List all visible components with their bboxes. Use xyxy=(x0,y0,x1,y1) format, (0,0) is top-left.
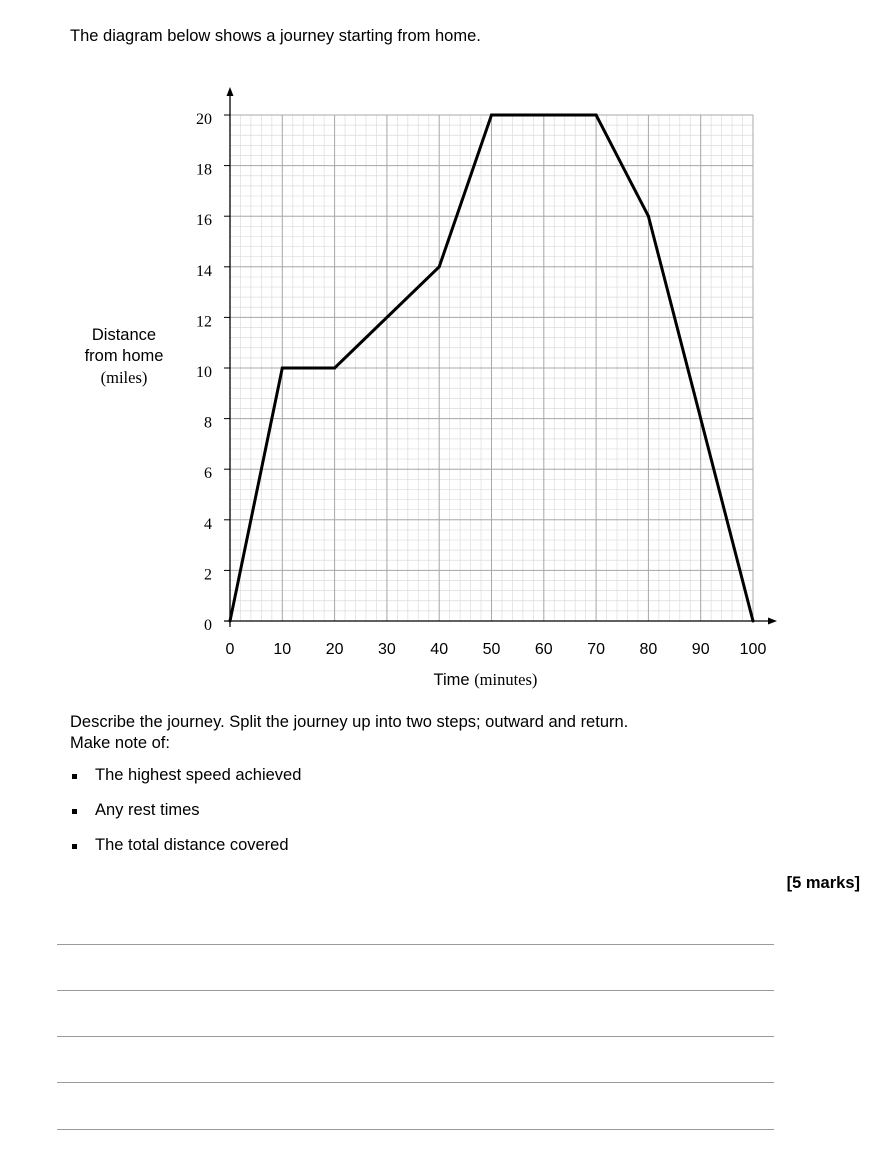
journey-data-point xyxy=(595,114,598,117)
x-tick-label: 50 xyxy=(482,641,501,658)
x-axis-label xyxy=(434,670,538,689)
y-tick-label: 4 xyxy=(204,515,212,533)
x-axis-label-units: (minutes) xyxy=(474,670,538,689)
x-tick-label: 90 xyxy=(691,641,710,658)
x-tick-label: 10 xyxy=(273,641,292,658)
x-axis-arrow xyxy=(768,618,777,625)
y-tick-label: 20 xyxy=(196,111,212,128)
journey-data-point xyxy=(752,620,755,623)
y-axis-label-units: (miles) xyxy=(100,368,148,387)
x-tick-label: 70 xyxy=(587,641,605,658)
y-tick-label: 2 xyxy=(204,566,212,584)
question-line-1: Describe the journey. Split the journey up into two steps; outward and return. xyxy=(70,713,629,731)
y-tick-label: 6 xyxy=(204,465,212,483)
bullet-item: The total distance covered xyxy=(70,836,301,871)
y-axis-label-line-1: Distance xyxy=(91,326,157,344)
y-tick-label: 12 xyxy=(196,313,212,331)
bullet-list xyxy=(70,766,301,871)
x-tick-label: 20 xyxy=(325,641,344,658)
journey-data-point xyxy=(490,114,493,117)
question-line-2: Make note of: xyxy=(70,734,170,752)
question-text xyxy=(70,712,628,754)
answer-line[interactable] xyxy=(57,1036,774,1037)
answer-line[interactable] xyxy=(57,1082,774,1083)
y-axis-label-line-2: from home xyxy=(84,347,164,365)
x-tick-label: 80 xyxy=(639,641,658,658)
intro-text: The diagram below shows a journey starting from home. xyxy=(70,27,481,45)
x-axis-label-main: Time xyxy=(433,671,475,689)
marks-label: [5 marks] xyxy=(786,874,860,892)
y-tick-label: 8 xyxy=(204,414,212,432)
answer-line[interactable] xyxy=(57,990,774,991)
y-tick-label: 0 xyxy=(204,617,212,634)
y-tick-label: 14 xyxy=(196,262,212,280)
journey-data-point xyxy=(229,620,232,623)
y-tick-label: 18 xyxy=(196,161,212,179)
answer-line[interactable] xyxy=(57,944,774,945)
journey-data-point xyxy=(647,215,650,218)
answer-line[interactable] xyxy=(57,1129,774,1130)
bullet-item: The highest speed achieved xyxy=(70,766,301,801)
journey-data-point xyxy=(438,265,441,268)
x-tick-label: 40 xyxy=(430,641,449,658)
journey-data-point xyxy=(333,367,336,370)
y-tick-label: 10 xyxy=(196,364,212,381)
bullet-item: Any rest times xyxy=(70,801,301,836)
distance-time-chart xyxy=(0,80,871,700)
y-tick-label: 16 xyxy=(196,212,212,230)
x-tick-label: 0 xyxy=(225,641,235,658)
y-axis-arrow xyxy=(227,87,234,96)
x-tick-label: 60 xyxy=(534,641,553,658)
x-tick-label: 100 xyxy=(739,641,767,658)
journey-data-point xyxy=(281,367,284,370)
x-tick-label: 30 xyxy=(378,641,396,658)
